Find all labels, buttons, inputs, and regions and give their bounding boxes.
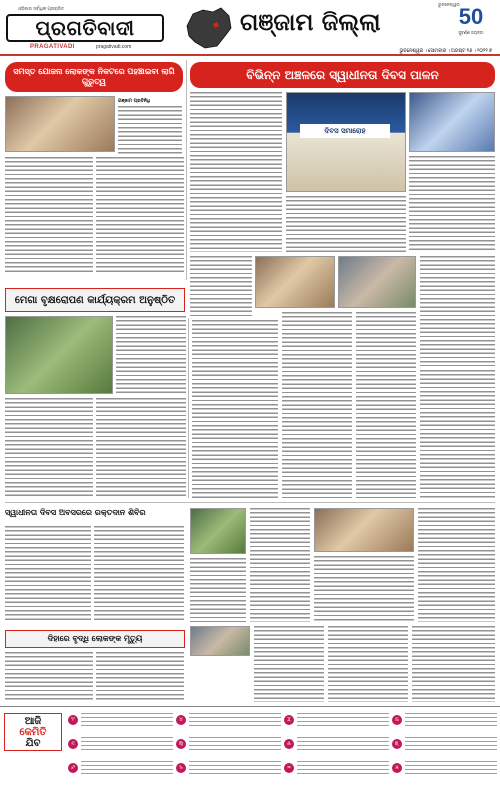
story10-text <box>328 626 408 702</box>
zodiac-sign-icon: ♒ <box>284 763 294 773</box>
story1-byline: ଗଞ୍ଜାମ ପ୍ରତିନିଧି <box>118 99 151 104</box>
horoscope-title-line2: କେମିତି <box>19 726 47 738</box>
story2-text-col1 <box>190 92 282 252</box>
mid-story-col4 <box>420 370 495 498</box>
zodiac-prediction-text <box>405 761 497 776</box>
story6-text <box>250 508 310 622</box>
horoscope-strip <box>0 706 500 788</box>
masthead <box>6 4 166 54</box>
story1-photo <box>5 96 115 152</box>
jubilee-number: 50 <box>458 4 484 29</box>
zodiac-prediction-text <box>81 713 173 728</box>
edition-label: ଭୁବନେଶ୍ୱର <box>438 2 460 7</box>
zodiac-prediction-text <box>81 761 173 776</box>
zodiac-prediction-text <box>189 713 281 728</box>
story2-text-col5 <box>190 256 252 316</box>
story3-headline[interactable]: ମେଗା ବୃକ୍ଷରୋପଣ କାର୍ଯ୍ୟକ୍ରମ ଅନୁଷ୍ଠିତ <box>5 288 185 312</box>
mid-story-col2 <box>282 312 352 498</box>
zodiac-sign-icon: ♋ <box>392 715 402 725</box>
logo-text: ପ୍ରଗତିବାଦୀ <box>35 16 135 40</box>
story11-text <box>412 626 495 702</box>
story4-headline[interactable]: ସ୍ୱାଧୀନତା ଦିବସ ଅବସରରେ ରକ୍ତଦାନ ଶିବିର <box>5 508 146 517</box>
dateline-text: ଭୁବନେଶ୍ୱର । ସୋମବାର । ଅଗଷ୍ଟ ୧୬ । ୨୦୨୧ ୭ <box>399 49 492 54</box>
story1-text-col1 <box>5 157 93 272</box>
logo-url[interactable]: pragativadi.com <box>96 44 132 50</box>
story1-text-col2 <box>96 157 184 272</box>
masthead-tagline: ଓଡ଼ିଶାର ସର୍ବାଧିକ ପ୍ରଚାରିତ <box>18 6 64 11</box>
story7-photo <box>314 508 414 552</box>
story8-text <box>418 508 495 622</box>
story2-text-col3 <box>409 156 495 252</box>
story2-photo-right <box>409 92 495 152</box>
zodiac-prediction-text <box>405 713 497 728</box>
zodiac-prediction-text <box>81 737 173 752</box>
story7-text <box>314 556 414 622</box>
zodiac-sign-icon: ♊ <box>284 715 294 725</box>
story2-photo-bottom-left <box>255 256 335 308</box>
mid-story-col1 <box>192 320 278 498</box>
zodiac-sign-icon: ♈ <box>68 715 78 725</box>
story2-text-col4 <box>420 256 495 366</box>
story3-text-col2 <box>96 398 186 498</box>
dateline-bar <box>0 48 500 56</box>
jubilee-label: ସୁବର୍ଣ୍ଣ ଜୟନ୍ତୀ <box>458 30 484 35</box>
zodiac-sign-icon: ♏ <box>392 739 402 749</box>
horoscope-title <box>4 713 62 751</box>
zodiac-sign-icon: ♉ <box>176 715 186 725</box>
zodiac-prediction-text <box>297 737 389 752</box>
page-section-title: ଗଞ୍ଜାମ ଜିଲ୍ଲା <box>240 8 381 36</box>
story1-text-right <box>118 106 182 154</box>
story12-headline[interactable]: ଦିହାରେ ବୃଦ୍ଧି ଲୋକଙ୍କ ମୃତ୍ୟୁ <box>5 630 185 648</box>
zodiac-sign-icon: ♎ <box>284 739 294 749</box>
story4-text-col2 <box>94 526 184 622</box>
zodiac-prediction-text <box>189 737 281 752</box>
story4-text-col1 <box>5 526 91 622</box>
district-map-icon <box>183 6 235 50</box>
story1-headline[interactable]: ସମସ୍ତ ଯୋଜନା ଲୋକଙ୍କ ନିକଟରେ ପହଞ୍ଚାଇବା ଲାଗି ଗୁରୁତ୍ୱ <box>5 62 183 92</box>
mid-story-col3 <box>356 312 416 498</box>
story3-photo <box>5 316 113 394</box>
zodiac-prediction-text <box>297 761 389 776</box>
story2-photo-bottom-mid <box>338 256 416 308</box>
story2-text-col2 <box>286 196 406 252</box>
zodiac-prediction-text <box>405 737 497 752</box>
story2-photo-main <box>286 92 406 192</box>
story9-text <box>254 626 324 702</box>
horoscope-title-line3: ଯିବ <box>25 737 41 749</box>
logo-latin: PRAGATIVADI <box>30 44 75 50</box>
story5-text <box>190 558 246 622</box>
story2-headline[interactable]: ବିଭିନ୍ନ ଅଞ୍ଚଳରେ ସ୍ୱାଧୀନତା ଦିବସ ପାଳନ <box>190 62 495 88</box>
story12-text-col1 <box>5 652 93 702</box>
zodiac-sign-icon: ♓ <box>392 763 402 773</box>
zodiac-sign-icon: ♍ <box>176 739 186 749</box>
column-rule-2 <box>188 318 189 498</box>
story12-text-col2 <box>96 652 184 702</box>
zodiac-sign-icon: ♐ <box>68 763 78 773</box>
zodiac-sign-icon: ♑ <box>176 763 186 773</box>
story9-photo <box>190 626 250 656</box>
story3-text-right <box>116 316 186 396</box>
golden-jubilee-badge <box>448 4 494 44</box>
section-rule <box>5 502 495 503</box>
zodiac-prediction-text <box>297 713 389 728</box>
story5-photo <box>190 508 246 554</box>
newspaper-logo[interactable] <box>6 14 164 42</box>
column-rule <box>186 60 187 280</box>
story2-stage-banner: ଦିବସ ସମାରୋହ <box>300 124 390 138</box>
horoscope-title-line1: ଆଜି <box>24 715 42 727</box>
zodiac-sign-icon: ♌ <box>68 739 78 749</box>
zodiac-prediction-text <box>189 761 281 776</box>
story3-text-col1 <box>5 398 93 498</box>
